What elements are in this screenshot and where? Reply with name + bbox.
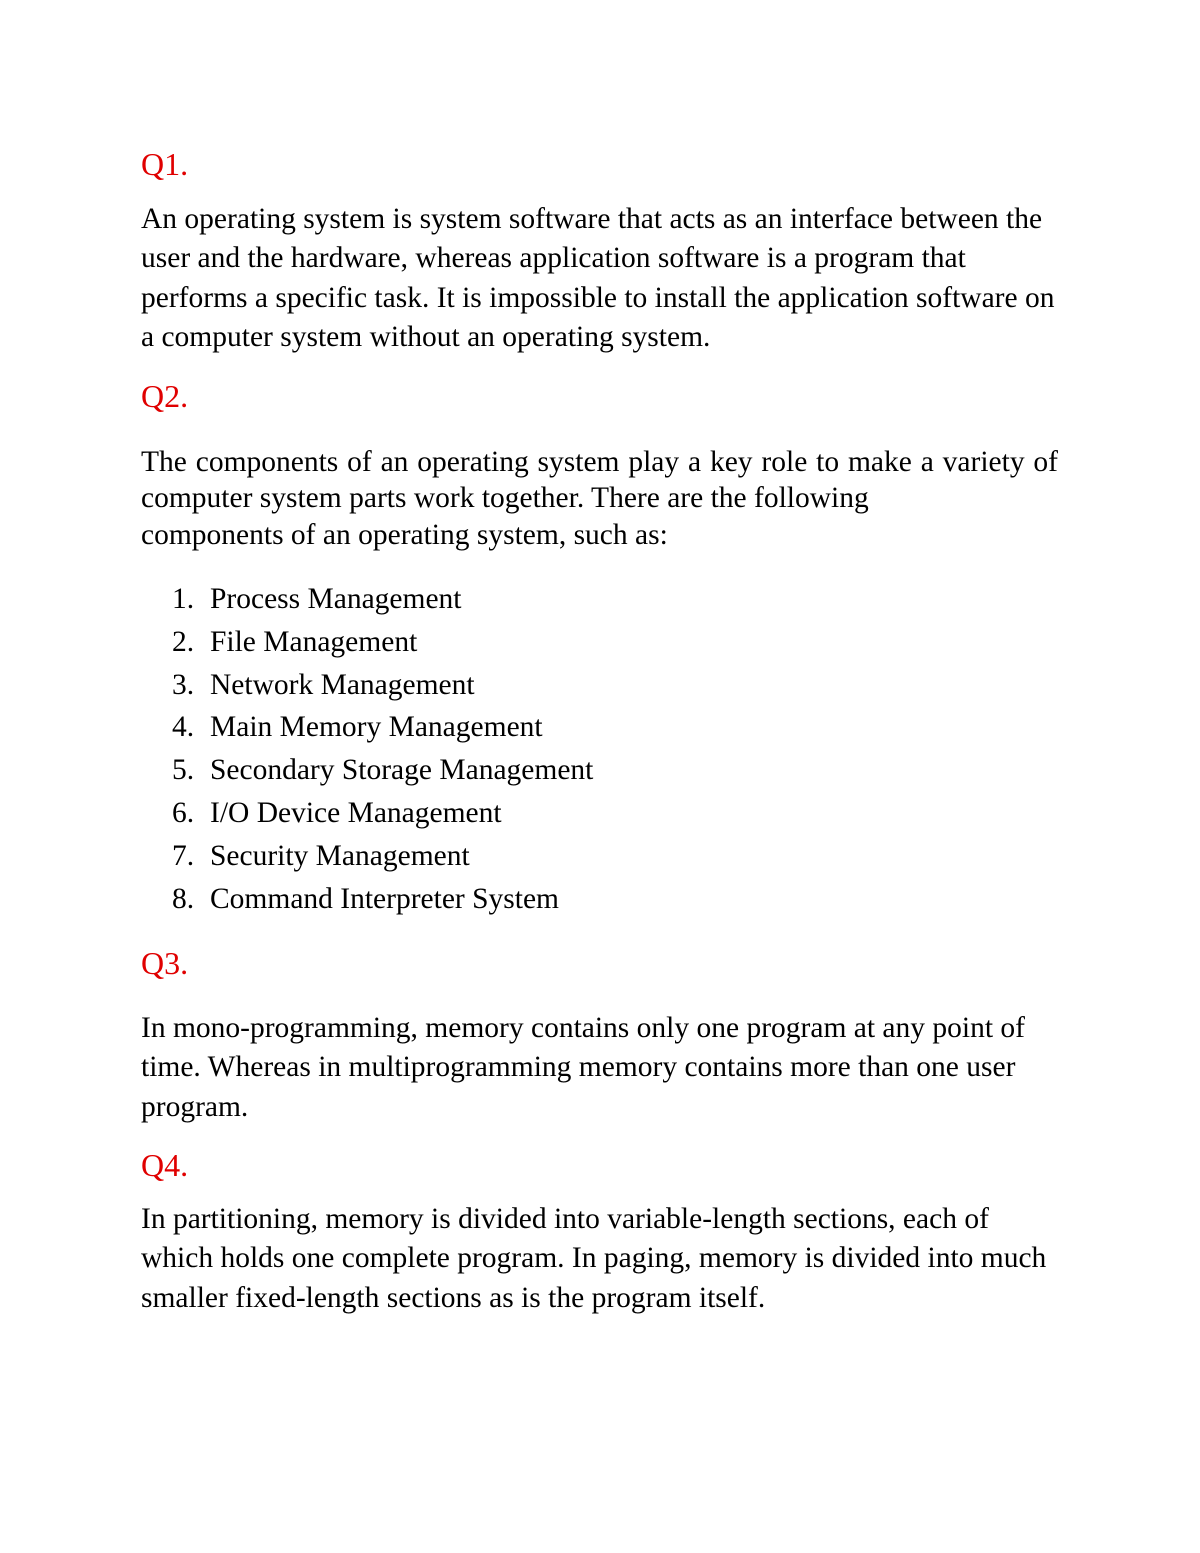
list-item-number: 4.: [172, 711, 195, 744]
list-item-number: 7.: [172, 839, 195, 872]
q3-heading: Q3.: [141, 945, 189, 981]
q4-answer: In partitioning, memory is divided into variable-length sections, each of which holds one complete program. In paging, memory is divided into much smaller fixed-length sections as is the program itself.: [141, 1203, 1047, 1314]
list-item-label: Command Interpreter System: [210, 882, 560, 915]
list-item-label: Network Management: [210, 668, 475, 701]
list-item: [172, 664, 593, 707]
list-item-number: 5.: [172, 754, 195, 787]
list-item-number: 6.: [172, 796, 195, 829]
list-item-label: File Management: [210, 625, 418, 658]
list-item-number: 3.: [172, 668, 195, 701]
q2-heading: Q2.: [141, 378, 189, 414]
list-item-number: 8.: [172, 882, 195, 915]
list-item-label: I/O Device Management: [210, 796, 502, 829]
list-item: [172, 792, 593, 835]
q4-heading: Q4.: [141, 1147, 189, 1183]
os-components-list: [172, 578, 593, 920]
list-item-label: Process Management: [210, 583, 462, 615]
list-item: [172, 835, 593, 878]
list-item: [172, 578, 593, 621]
list-item-label: Secondary Storage Management: [210, 754, 594, 787]
list-item: [172, 621, 593, 664]
list-item: [172, 878, 593, 921]
list-item-label: Security Management: [210, 839, 470, 872]
list-item: [172, 749, 593, 792]
q2-intro-line-2: variety of computer system parts work together. There are the following: [141, 446, 1059, 515]
list-item-number: 2.: [172, 625, 195, 658]
q1-answer: An operating system is system software that acts as an interface between the user and the hardware, whereas application software is a program that performs a specific task. It is impossible to install the application software on a computer system without an operating system.: [141, 203, 1055, 353]
q1-heading: Q1.: [141, 146, 189, 182]
list-item-label: Main Memory Management: [210, 711, 543, 744]
list-item: [172, 706, 593, 749]
q2-intro: [141, 444, 1058, 553]
q2-intro-line-3: components of an operating system, such as:: [141, 518, 668, 551]
q2-intro-line-1: The components of an operating system play a key role to make a: [141, 446, 934, 478]
list-item-number: 1.: [172, 583, 195, 615]
q3-answer: In mono-programming, memory contains only one program at any point of time. Whereas in multiprogramming memory contains more than one user program.: [141, 1012, 1025, 1123]
